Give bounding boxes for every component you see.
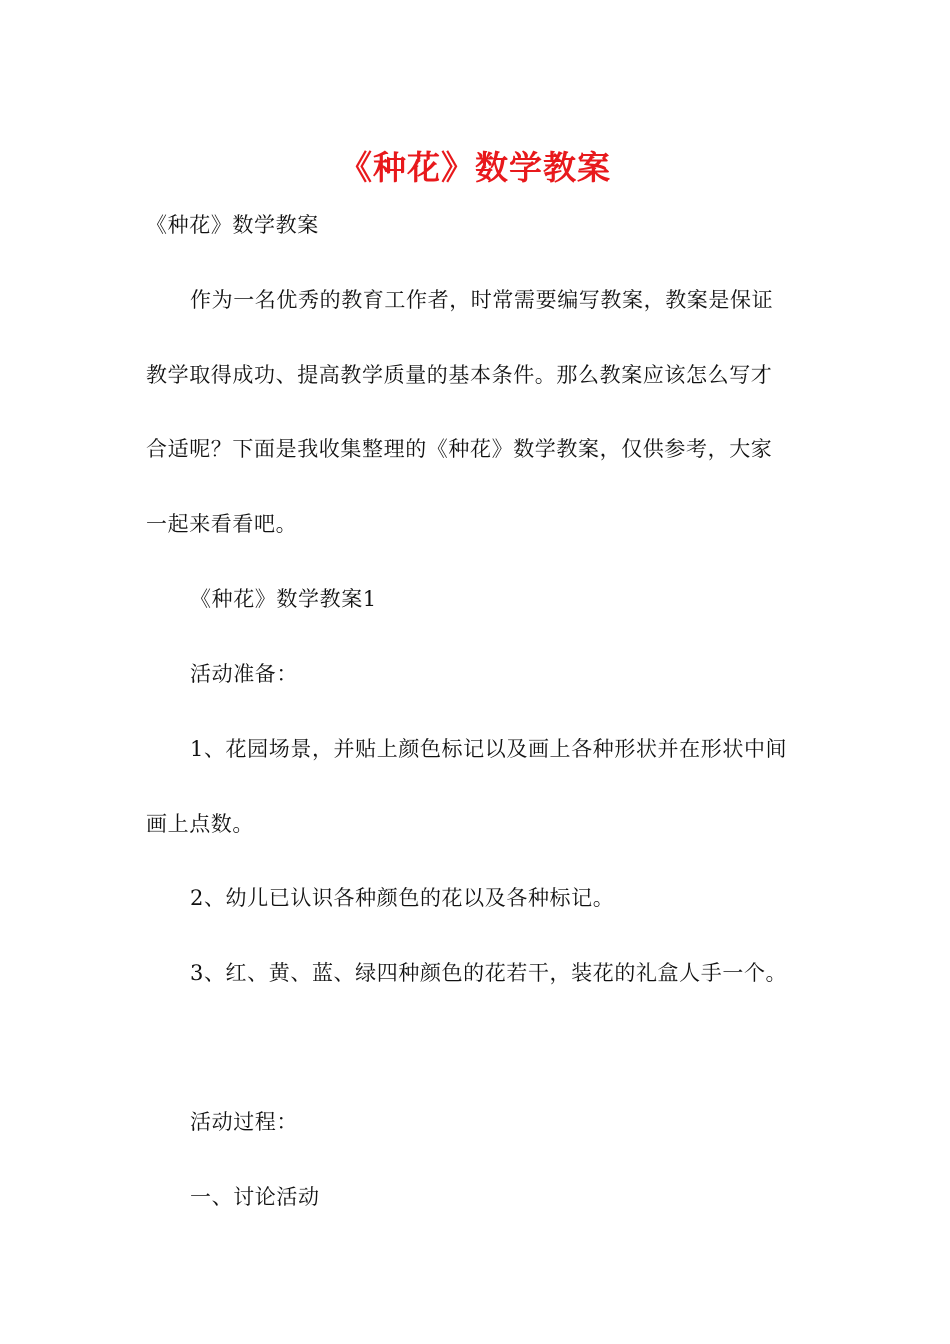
prep-heading: 活动准备：	[190, 662, 298, 686]
prep-item-1-line-2: 画上点数。	[146, 812, 254, 836]
intro-line-1: 作为一名优秀的教育工作者，时常需要编写教案，教案是保证	[190, 288, 774, 312]
intro-line-3: 合适呢？下面是我收集整理的《种花》数学教案，仅供参考，大家	[146, 437, 773, 461]
intro-line-2: 教学取得成功、提高教学质量的基本条件。那么教案应该怎么写才	[146, 363, 773, 387]
section-heading: 《种花》数学教案1	[190, 587, 377, 611]
process-heading: 活动过程：	[190, 1110, 298, 1134]
prep-item-2: 2、幼儿已认识各种颜色的花以及各种标记。	[190, 886, 615, 910]
intro-line-4: 一起来看看吧。	[146, 512, 298, 536]
prep-item-1-line-1: 1、花园场景，并贴上颜色标记以及画上各种形状并在形状中间	[190, 737, 788, 761]
document-subtitle: 《种花》数学教案	[146, 213, 319, 237]
prep-item-3: 3、红、黄、蓝、绿四种颜色的花若干，装花的礼盒人手一个。	[190, 961, 788, 985]
document-title: 《种花》数学教案	[339, 148, 611, 187]
process-item-1: 一、讨论活动	[190, 1185, 320, 1209]
